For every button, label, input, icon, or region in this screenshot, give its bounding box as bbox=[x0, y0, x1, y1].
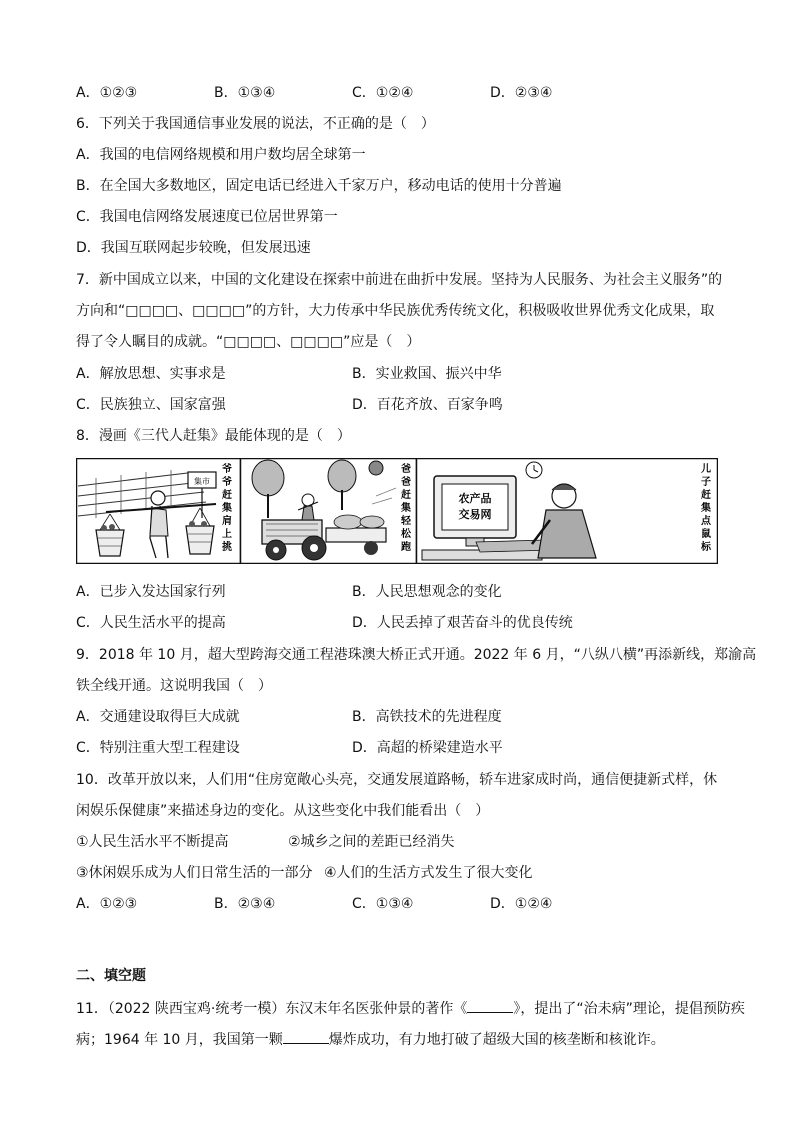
svg-text:爸: 爸 bbox=[401, 464, 411, 475]
q5-option-d: D．②③④ bbox=[490, 85, 553, 101]
q9-option-d: D．高超的桥梁建造水平 bbox=[352, 740, 503, 756]
svg-text:爸: 爸 bbox=[401, 477, 411, 488]
q11-text-part2: 》，提出了“治未病”理论，提倡预防疾 bbox=[513, 1001, 745, 1017]
svg-text:集: 集 bbox=[222, 503, 232, 514]
q9-option-b: B．高铁技术的先进程度 bbox=[352, 709, 502, 725]
comic-sign-text: 集市 bbox=[194, 477, 210, 486]
q10-stem-line1: 10．改革开放以来，人们用“住房宽敞心头亮，交通发展道路畅，轿车进家成时尚，通信便捷新式样，休 bbox=[76, 772, 718, 788]
q7-option-b: B．实业救国、振兴中华 bbox=[352, 366, 502, 382]
q11-line1 bbox=[76, 998, 745, 1019]
q10-item-3: ③休闲娱乐成为人们日常生活的一部分 bbox=[76, 865, 313, 881]
svg-text:赶: 赶 bbox=[401, 490, 411, 501]
comic-panel-father bbox=[241, 459, 417, 564]
q9-option-c: C．特别注重大型工程建设 bbox=[76, 740, 240, 756]
svg-text:肩: 肩 bbox=[222, 516, 232, 527]
svg-text:上: 上 bbox=[222, 529, 232, 540]
q10-option-d: D．①②④ bbox=[490, 896, 553, 912]
svg-text:跑: 跑 bbox=[401, 542, 411, 553]
q5-option-b: B．①③④ bbox=[214, 85, 276, 101]
comic-three-generations bbox=[76, 458, 718, 564]
q6-stem: 6．下列关于我国通信事业发展的说法，不正确的是（ ） bbox=[76, 116, 435, 132]
q11-text-part3: 病；1964 年 10 月，我国第一颗 bbox=[76, 1032, 283, 1048]
q10-item-2: ②城乡之间的差距已经消失 bbox=[288, 834, 455, 850]
svg-text:子: 子 bbox=[701, 477, 711, 488]
q8-option-a: A．已步入发达国家行列 bbox=[76, 584, 226, 600]
svg-text:轻: 轻 bbox=[401, 516, 411, 527]
svg-text:鼠: 鼠 bbox=[701, 529, 711, 540]
svg-text:农产品: 农产品 bbox=[458, 492, 492, 505]
q5-option-c: C．①②④ bbox=[352, 85, 414, 101]
q10-stem-line2: 闲娱乐保健康”来描述身边的变化。从这些变化中我们能看出（ ） bbox=[76, 803, 490, 819]
comic-panel-son bbox=[417, 459, 718, 564]
svg-text:儿: 儿 bbox=[701, 464, 711, 475]
svg-text:标: 标 bbox=[701, 542, 711, 553]
q11-text-part1: 11．（2022 陕西宝鸡·统考一模）东汉末年名医张仲景的著作《 bbox=[76, 1001, 468, 1017]
q7-stem-line1: 7．新中国成立以来，中国的文化建设在探索中前进在曲折中发展。坚持为人民服务、为社会主义服务”的 bbox=[76, 272, 723, 288]
q6-option-a: A．我国的电信网络规模和用户数均居全球第一 bbox=[76, 147, 366, 163]
q7-stem-line3: 得了令人瞩目的成就。“□□□□、□□□□”应是（ ） bbox=[76, 334, 421, 350]
q8-stem: 8．漫画《三代人赶集》最能体现的是（ ） bbox=[76, 428, 351, 444]
q10-item-4: ④人们的生活方式发生了很大变化 bbox=[324, 865, 533, 881]
q10-option-a: A．①②③ bbox=[76, 896, 138, 912]
q11-text-part4: 爆炸成功，有力地打破了超级大国的核垄断和核讹诈。 bbox=[328, 1032, 665, 1048]
q8-option-c: C．人民生活水平的提高 bbox=[76, 615, 226, 631]
svg-text:交易网: 交易网 bbox=[458, 508, 492, 521]
q11-blank-2[interactable] bbox=[283, 1029, 329, 1044]
q10-option-b: B．②③④ bbox=[214, 896, 276, 912]
q6-option-d: D．我国互联网起步较晚，但发展迅速 bbox=[76, 240, 311, 256]
comic-panel-grandpa bbox=[77, 459, 241, 564]
svg-text:爷: 爷 bbox=[222, 477, 232, 488]
q9-option-a: A．交通建设取得巨大成就 bbox=[76, 709, 240, 725]
svg-text:点: 点 bbox=[701, 516, 711, 527]
q6-option-c: C．我国电信网络发展速度已位居世界第一 bbox=[76, 209, 338, 225]
svg-text:赶: 赶 bbox=[222, 490, 232, 501]
q6-option-b: B．在全国大多数地区，固定电话已经进入千家万户，移动电话的使用十分普遍 bbox=[76, 178, 562, 194]
q10-option-c: C．①③④ bbox=[352, 896, 414, 912]
q9-stem-line2: 铁全线开通。这说明我国（ ） bbox=[76, 678, 272, 694]
q11-blank-1[interactable] bbox=[467, 998, 513, 1013]
q8-option-b: B．人民思想观念的变化 bbox=[352, 584, 502, 600]
q5-option-a: A．①②③ bbox=[76, 85, 138, 101]
q8-option-d: D．人民丢掉了艰苦奋斗的优良传统 bbox=[352, 615, 573, 631]
q9-stem-line1: 9．2018 年 10 月，超大型跨海交通工程港珠澳大桥正式开通。2022 年 6 月，“八纵八横”再添新线，郑渝高 bbox=[76, 647, 757, 663]
svg-text:爷: 爷 bbox=[222, 464, 232, 475]
svg-text:集: 集 bbox=[701, 503, 711, 514]
comic-illustration bbox=[76, 458, 718, 564]
q7-option-d: D．百花齐放、百家争鸣 bbox=[352, 397, 503, 413]
q11-line2 bbox=[76, 1029, 665, 1050]
q7-option-c: C．民族独立、国家富强 bbox=[76, 397, 226, 413]
svg-text:赶: 赶 bbox=[701, 490, 711, 501]
q10-item-1: ①人民生活水平不断提高 bbox=[76, 834, 229, 850]
q7-option-a: A．解放思想、实事求是 bbox=[76, 366, 226, 382]
svg-text:挑: 挑 bbox=[222, 542, 232, 553]
q7-stem-line2: 方向和“□□□□、□□□□”的方针，大力传承中华民族优秀传统文化，积极吸收世界优秀文化成果，取 bbox=[76, 303, 715, 319]
svg-text:集: 集 bbox=[401, 503, 411, 514]
svg-text:松: 松 bbox=[401, 529, 411, 540]
section-title-fill-in: 二、填空题 bbox=[76, 968, 146, 984]
